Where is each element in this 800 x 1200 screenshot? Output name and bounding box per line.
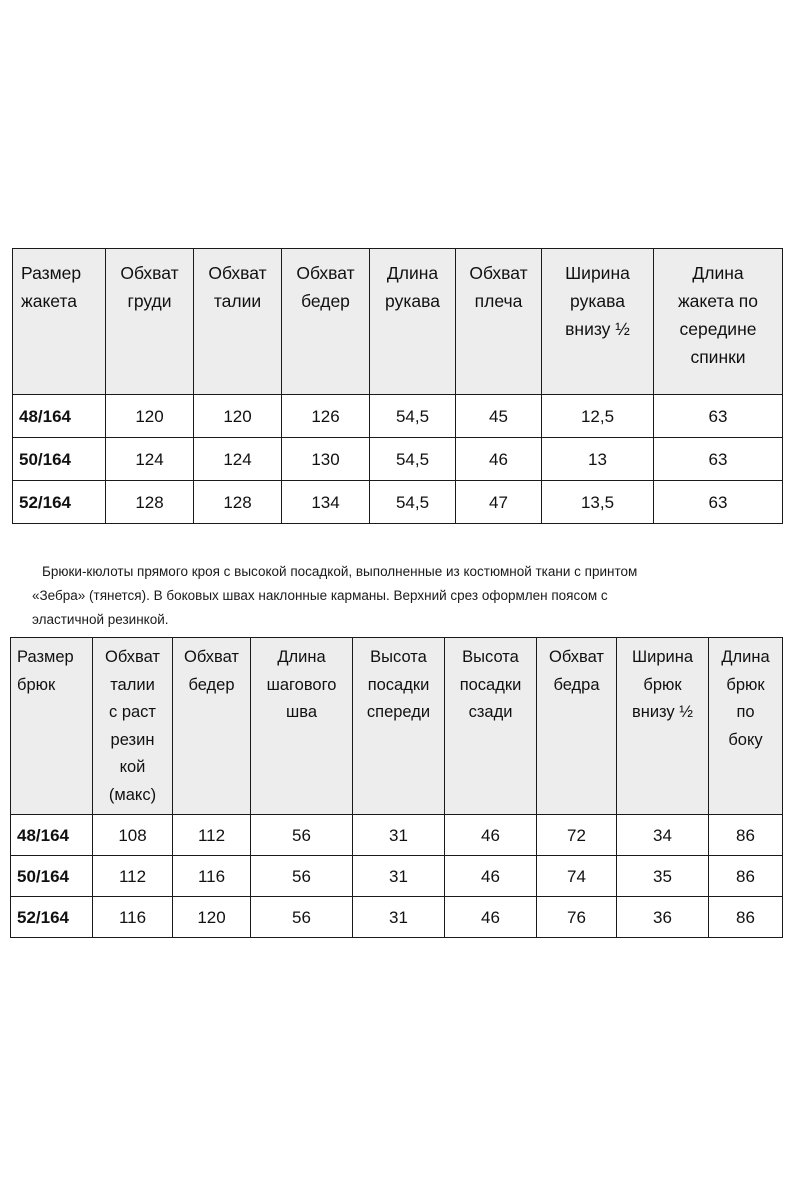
table-cell: 36 (617, 897, 709, 938)
description-line: Брюки-кюлоты прямого кроя с высокой посадкой, выполненные из костюмной ткани с принтом (42, 564, 638, 579)
table-cell: 31 (353, 815, 445, 856)
table-cell: 86 (709, 897, 783, 938)
table-cell: 120 (194, 395, 282, 438)
table-cell: 13,5 (542, 481, 654, 524)
table-row (11, 815, 783, 856)
table-cell: 126 (282, 395, 370, 438)
pants-header-thigh: Обхват бедра (537, 638, 617, 815)
table-cell: 13 (542, 438, 654, 481)
pants-header-inseam: Длина шагового шва (251, 638, 353, 815)
table-cell: 116 (93, 897, 173, 938)
table-cell: 128 (106, 481, 194, 524)
table-cell: 45 (456, 395, 542, 438)
size-label: 50/164 (11, 856, 93, 897)
table-cell: 56 (251, 897, 353, 938)
table-cell: 35 (617, 856, 709, 897)
jacket-header-waist: Обхват талии (194, 249, 282, 395)
table-cell: 134 (282, 481, 370, 524)
size-label: 48/164 (11, 815, 93, 856)
table-row (13, 438, 783, 481)
table-row (13, 395, 783, 438)
pants-header-hem-width: Ширина брюк внизу ½ (617, 638, 709, 815)
table-cell: 86 (709, 815, 783, 856)
table-row (11, 897, 783, 938)
table-cell: 46 (445, 897, 537, 938)
table-cell: 112 (173, 815, 251, 856)
table-cell: 130 (282, 438, 370, 481)
table-cell: 54,5 (370, 395, 456, 438)
table-cell: 12,5 (542, 395, 654, 438)
pants-header-side-length: Длина брюк по боку (709, 638, 783, 815)
pants-header-hips: Обхват бедер (173, 638, 251, 815)
jacket-header-size: Размер жакета (13, 249, 106, 395)
jacket-header-sleeve-width: Ширина рукава внизу ½ (542, 249, 654, 395)
table-cell: 74 (537, 856, 617, 897)
jacket-header-hips: Обхват бедер (282, 249, 370, 395)
table-row (11, 856, 783, 897)
jacket-header-back-length: Длина жакета по середине спинки (654, 249, 783, 395)
table-cell: 46 (445, 815, 537, 856)
description-line: эластичной резинкой. (32, 612, 169, 627)
pants-header-waist-elastic: Обхват талии с раст резин кой (макс) (93, 638, 173, 815)
jacket-header-row (13, 249, 783, 395)
table-cell: 63 (654, 395, 783, 438)
table-cell: 112 (93, 856, 173, 897)
table-cell: 120 (106, 395, 194, 438)
table-cell: 54,5 (370, 481, 456, 524)
table-cell: 56 (251, 856, 353, 897)
pants-header-size: Размер брюк (11, 638, 93, 815)
table-cell: 72 (537, 815, 617, 856)
table-cell: 46 (445, 856, 537, 897)
jacket-size-table (12, 248, 783, 524)
table-cell: 54,5 (370, 438, 456, 481)
pants-header-row (11, 638, 783, 815)
size-label: 52/164 (13, 481, 106, 524)
table-cell: 31 (353, 897, 445, 938)
size-label: 52/164 (11, 897, 93, 938)
pants-description (32, 560, 772, 632)
table-cell: 76 (537, 897, 617, 938)
table-cell: 56 (251, 815, 353, 856)
table-cell: 108 (93, 815, 173, 856)
size-label: 50/164 (13, 438, 106, 481)
table-cell: 124 (106, 438, 194, 481)
table-cell: 63 (654, 438, 783, 481)
table-cell: 120 (173, 897, 251, 938)
table-cell: 31 (353, 856, 445, 897)
table-cell: 46 (456, 438, 542, 481)
jacket-header-chest: Обхват груди (106, 249, 194, 395)
jacket-header-upper-arm: Обхват плеча (456, 249, 542, 395)
table-row (13, 481, 783, 524)
pants-size-table (10, 637, 783, 938)
jacket-header-sleeve-length: Длина рукава (370, 249, 456, 395)
table-cell: 86 (709, 856, 783, 897)
pants-header-back-rise: Высота посадки сзади (445, 638, 537, 815)
table-cell: 116 (173, 856, 251, 897)
table-cell: 34 (617, 815, 709, 856)
table-cell: 124 (194, 438, 282, 481)
table-cell: 63 (654, 481, 783, 524)
description-line: «Зебра» (тянется). В боковых швах наклонные карманы. Верхний срез оформлен поясом с (32, 588, 608, 603)
table-cell: 128 (194, 481, 282, 524)
pants-header-front-rise: Высота посадки спереди (353, 638, 445, 815)
size-label: 48/164 (13, 395, 106, 438)
table-cell: 47 (456, 481, 542, 524)
